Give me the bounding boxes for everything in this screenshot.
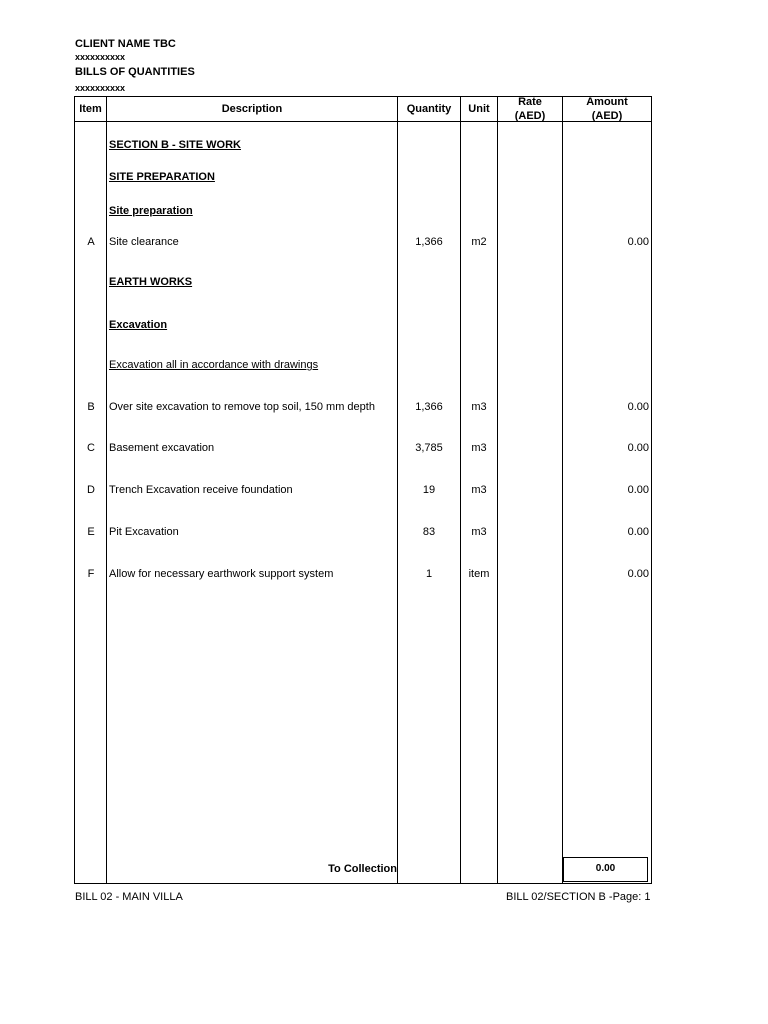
site-preparation-subheading: Site preparation (109, 205, 193, 217)
col-header-unit: Unit (468, 103, 490, 115)
section-heading: SECTION B - SITE WORK (109, 139, 241, 151)
col-header-amount-line1: Amount (586, 96, 628, 108)
row-unit: m3 (471, 442, 487, 454)
row-amount: 0.00 (627, 236, 649, 248)
col-header-item: Item (79, 103, 102, 115)
col-header-rate-line1: Rate (518, 96, 542, 108)
row-amount: 0.00 (627, 526, 649, 538)
row-unit: item (468, 568, 490, 580)
row-item: C (87, 442, 95, 454)
row-quantity: 19 (422, 484, 436, 496)
row-quantity: 83 (422, 526, 436, 538)
col-header-rate-line2: (AED) (514, 110, 546, 122)
row-description: Site clearance (109, 236, 179, 248)
excavation-heading: Excavation (109, 319, 168, 331)
row-quantity: 1,366 (415, 401, 443, 413)
row-description: Pit Excavation (109, 526, 179, 538)
to-collection-total: 0.00 (563, 857, 648, 882)
col-header-amount (563, 96, 651, 122)
row-description: Over site excavation to remove top soil, 150 mm depth (109, 401, 375, 413)
col-divider (74, 96, 75, 884)
col-header-amount-line2: (AED) (591, 110, 623, 122)
earth-works-heading: EARTH WORKS (109, 276, 193, 288)
row-quantity: 3,785 (415, 442, 443, 454)
client-subtitle: xxxxxxxxxx (75, 52, 126, 62)
row-item: D (87, 484, 95, 496)
row-description: Basement excavation (109, 442, 215, 454)
col-divider (106, 96, 107, 884)
site-preparation-heading: SITE PREPARATION (109, 171, 215, 183)
row-unit: m3 (471, 401, 487, 413)
row-item: A (87, 236, 95, 248)
col-header-rate (498, 96, 562, 122)
row-description: Trench Excavation receive foundation (109, 484, 293, 496)
to-collection-label: To Collection (328, 863, 397, 875)
row-amount: 0.00 (627, 401, 649, 413)
row-item: E (87, 526, 95, 538)
bill-subtitle: xxxxxxxxxx (75, 83, 126, 93)
row-quantity: 1,366 (415, 236, 443, 248)
excavation-note: Excavation all in accordance with drawings (109, 359, 319, 371)
footer-page-ref: BILL 02/SECTION B -Page: 1 (506, 891, 651, 903)
row-amount: 0.00 (627, 442, 649, 454)
col-divider (651, 96, 652, 884)
bill-title: BILLS OF QUANTITIES (75, 66, 195, 78)
client-name: CLIENT NAME TBC (75, 38, 176, 50)
footer-bill-name: BILL 02 - MAIN VILLA (75, 891, 183, 903)
row-quantity: 1 (425, 568, 433, 580)
row-item: F (87, 568, 95, 580)
row-unit: m3 (471, 484, 487, 496)
col-header-description: Description (221, 103, 283, 115)
row-amount: 0.00 (627, 484, 649, 496)
row-description: Allow for necessary earthwork support system (109, 568, 334, 580)
row-item: B (87, 401, 95, 413)
row-unit: m3 (471, 526, 487, 538)
row-amount: 0.00 (627, 568, 649, 580)
col-header-quantity: Quantity (406, 103, 452, 115)
row-unit: m2 (471, 236, 487, 248)
col-divider (497, 96, 498, 884)
table-bottom-border (74, 883, 652, 884)
